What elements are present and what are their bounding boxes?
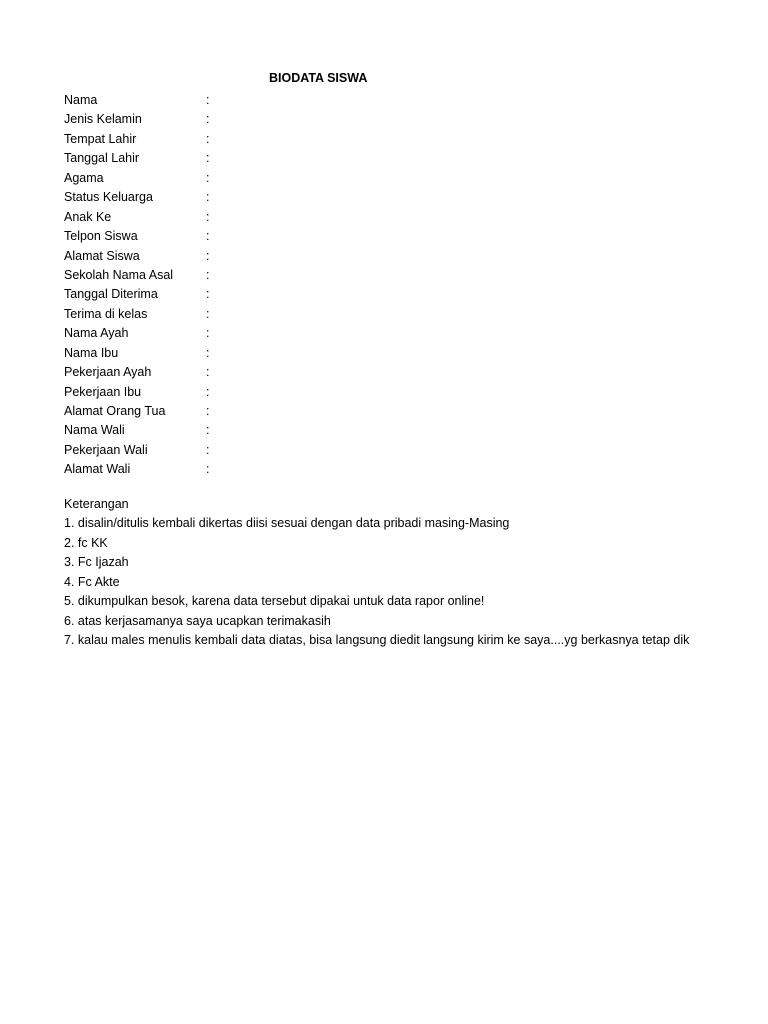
field-separator: : <box>206 190 210 205</box>
document-title: BIODATA SISWA <box>269 71 368 85</box>
field-separator: : <box>206 404 210 418</box>
field-label: Pekerjaan Ibu <box>64 384 142 399</box>
field-label: Agama <box>64 170 104 185</box>
field-label: Pekerjaan Ayah <box>64 365 152 380</box>
field-separator: : <box>206 462 210 477</box>
notes-section <box>64 496 689 652</box>
field-separator: : <box>206 93 210 107</box>
note-item: 6. atas kerjasamanya saya ucapkan terimakasih <box>64 613 331 628</box>
field-label: Tanggal Diterima <box>64 287 158 302</box>
field-label: Tempat Lahir <box>64 131 137 146</box>
field-label: Status Keluarga <box>64 190 153 205</box>
field-separator: : <box>206 170 210 185</box>
field-separator: : <box>206 151 210 166</box>
field-separator: : <box>206 345 210 360</box>
field-label: Terima di kelas <box>64 306 148 321</box>
field-separator: : <box>206 306 210 321</box>
field-label: Alamat Orang Tua <box>64 404 166 418</box>
field-label: Alamat Siswa <box>64 248 140 263</box>
note-item: 1. disalin/ditulis kembali dikertas diisi sesuai dengan data pribadi masing-Masing <box>64 516 510 531</box>
note-item: 2. fc KK <box>64 535 108 550</box>
field-separator: : <box>206 365 210 380</box>
field-label: Pekerjaan Wali <box>64 442 148 457</box>
notes-heading: Keterangan <box>64 497 129 511</box>
note-item: 5. dikumpulkan besok, karena data tersebut dipakai untuk data rapor online! <box>64 594 485 609</box>
field-separator: : <box>206 229 210 244</box>
field-label: Tanggal Lahir <box>64 151 140 166</box>
field-separator: : <box>206 423 210 438</box>
note-item: 3. Fc Ijazah <box>64 555 129 570</box>
note-item: 7. kalau males menulis kembali data diatas, bisa langsung diedit langsung kirim ke saya....yg berkasnya tetap dik <box>64 633 690 648</box>
field-separator: : <box>206 112 210 127</box>
field-separator: : <box>206 287 210 302</box>
field-separator: : <box>206 267 210 282</box>
field-label: Nama Wali <box>64 423 125 438</box>
field-label: Alamat Wali <box>64 462 131 477</box>
field-separator: : <box>206 131 210 146</box>
field-label: Jenis Kelamin <box>64 112 142 127</box>
field-label: Telpon Siswa <box>64 229 138 244</box>
field-label: Sekolah Nama Asal <box>64 267 174 282</box>
field-label: Nama Ibu <box>64 345 119 360</box>
field-separator: : <box>206 248 210 263</box>
note-item: 4. Fc Akte <box>64 574 120 589</box>
field-label: Nama Ayah <box>64 326 129 341</box>
field-label: Anak Ke <box>64 209 112 224</box>
field-label: Nama <box>64 93 98 107</box>
field-separator: : <box>206 442 210 457</box>
field-separator: : <box>206 326 210 341</box>
field-separator: : <box>206 384 210 399</box>
field-separator: : <box>206 209 210 224</box>
